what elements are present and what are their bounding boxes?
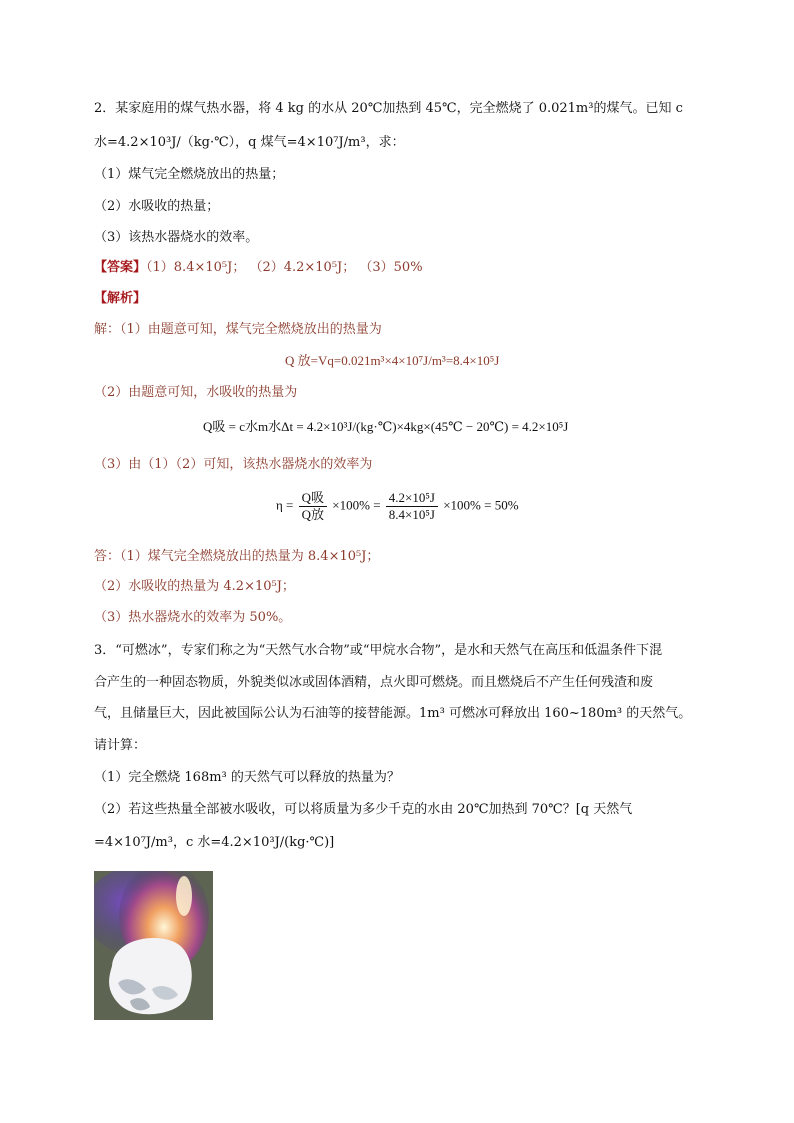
q3-stem-line1: 3．“可燃冰”，专家们称之为“天然气水合物”或“甲烷水合物”，是水和天然气在高压和低温条件下混 bbox=[94, 643, 663, 658]
q2-equation-1: Q 放=Vq=0.021m³×4×10⁷J/m³=8.4×10⁵J bbox=[285, 353, 500, 368]
q2-subquestion-2: （2）水吸收的热量； bbox=[94, 199, 220, 214]
q3-subquestion-2: （2）若这些热量全部被水吸收，可以将质量为多少千克的水由 20℃加热到 70℃？[q 天然气 bbox=[94, 802, 633, 817]
q3-stem-line3: 气，且储量巨大，因此被国际公认为石油等的接替能源。1m³ 可燃冰可释放出 160~180m³ 的天然气。 bbox=[94, 706, 692, 721]
q2-conclusion-2: （2）水吸收的热量为 4.2×10⁵J； bbox=[94, 579, 295, 594]
q2-solution-1: 解：（1）由题意可知，煤气完全燃烧放出的热量为 bbox=[94, 322, 382, 337]
q2-solution-3: （3）由（1）（2）可知，该热水器烧水的效率为 bbox=[94, 457, 373, 472]
eq3-fraction-2 bbox=[386, 490, 438, 523]
eq3-fraction-1 bbox=[299, 490, 327, 523]
eq3-prefix: η = bbox=[276, 497, 294, 513]
burning-ice-illustration bbox=[94, 871, 213, 1020]
eq3-denominator-2: 8.4×10⁵J bbox=[388, 507, 435, 522]
q2-solution-2: （2）由题意可知，水吸收的热量为 bbox=[94, 385, 298, 400]
q2-stem-line1: 2．某家庭用的煤气热水器，将 4 kg 的水从 20℃加热到 45℃，完全燃烧了 0.021m³的煤气。已知 c bbox=[94, 101, 683, 116]
answer-tag: 【答案】 bbox=[94, 260, 147, 275]
answer-text: （1）8.4×10⁵J； （2）4.2×10⁵J； （3）50% bbox=[146, 260, 423, 275]
eq3-denominator-1: Q放 bbox=[301, 507, 325, 522]
q2-subquestion-3: （3）该热水器烧水的效率。 bbox=[94, 230, 259, 245]
eq3-numerator-1: Q吸 bbox=[299, 490, 327, 507]
q2-equation-3 bbox=[276, 490, 519, 523]
q3-stem-line7: =4×10⁷J/m³，c 水=4.2×10³J/(kg·℃)] bbox=[94, 835, 335, 850]
q2-stem-line2: 水=4.2×10³J/（kg·℃），q 煤气=4×10⁷J/m³，求： bbox=[94, 135, 405, 150]
analysis-tag: 【解析】 bbox=[94, 291, 147, 306]
q2-equation-2: Q吸 = c水m水Δt = 4.2×10³J/(kg·℃)×4kg×(45℃ − 20℃) = 4.2×10⁵J bbox=[203, 419, 569, 434]
q3-stem-line2: 合产生的一种固态物质，外貌类似冰或固体酒精，点火即可燃烧。而且燃烧后不产生任何残渣和废 bbox=[94, 675, 654, 690]
burning-ice-photo bbox=[94, 871, 213, 1020]
q2-answer bbox=[94, 259, 423, 277]
q2-conclusion-1: 答：（1）煤气完全燃烧放出的热量为 8.4×10⁵J； bbox=[94, 549, 380, 564]
eq3-suffix: ×100% = 50% bbox=[443, 497, 519, 513]
q3-subquestion-1: （1）完全燃烧 168m³ 的天然气可以释放的热量为？ bbox=[94, 770, 400, 785]
q2-subquestion-1: （1）煤气完全燃烧放出的热量； bbox=[94, 167, 285, 182]
q2-conclusion-3: （3）热水器烧水的效率为 50%。 bbox=[94, 610, 292, 625]
eq3-numerator-2: 4.2×10⁵J bbox=[386, 490, 438, 507]
eq3-mid: ×100% = bbox=[332, 497, 381, 513]
q3-stem-line4: 请计算： bbox=[94, 738, 147, 753]
